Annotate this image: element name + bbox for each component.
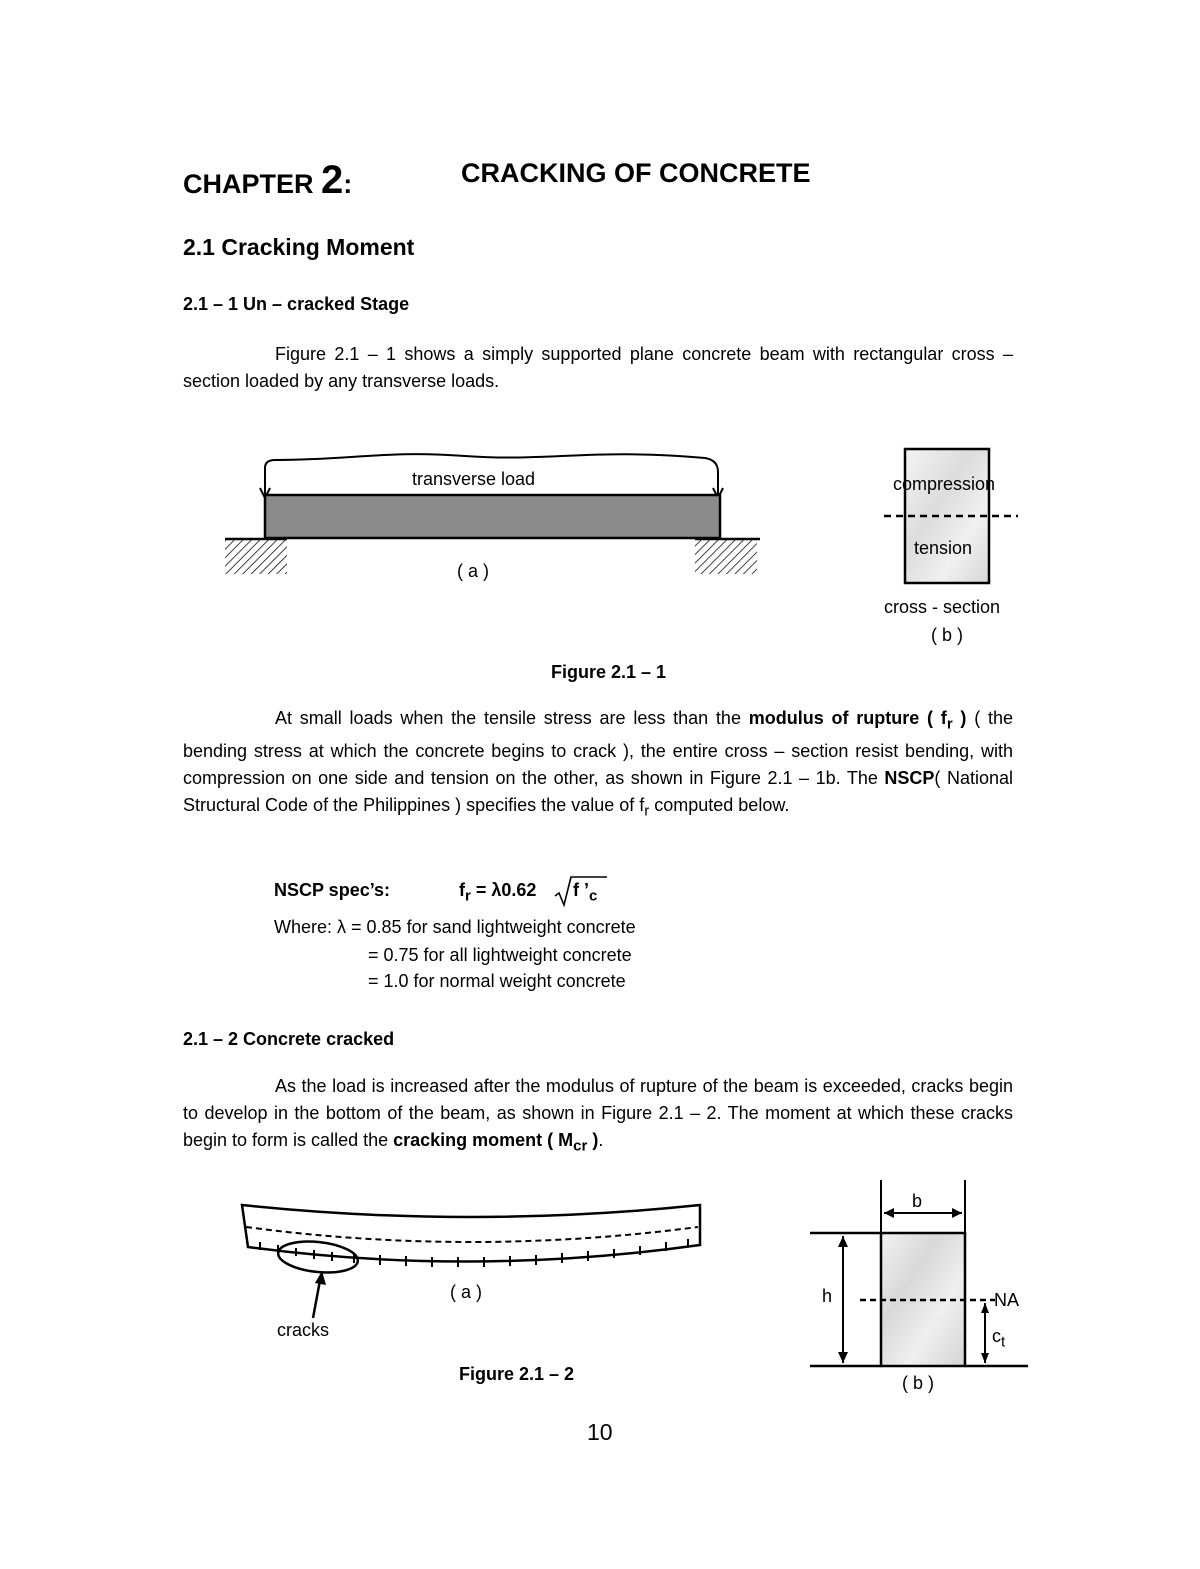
subsection-title-cracked: 2.1 – 2 Concrete cracked — [183, 1029, 395, 1049]
ct-arrow-bottom — [981, 1353, 989, 1363]
fr-lhs-sub: r — [465, 887, 471, 905]
radicand-text: f ’ — [573, 880, 589, 900]
cracked-text-1: As the load is increased after the modulus of rupture of the beam is exceeded, cracks begin to develop in the bottom of the beam, as shown in Figure 2.1 – 2. The moment at which these cracks begin to form is called the — [183, 1076, 1013, 1150]
figure-1b-cross-section — [880, 445, 1025, 590]
modulus-term-text: modulus of rupture ( f — [748, 708, 947, 728]
tension-label: tension — [914, 538, 973, 558]
chapter-colon: : — [343, 169, 353, 199]
section-title: 2.1 Cracking Moment — [183, 234, 415, 260]
modulus-text-2: ( the bending stress at which the concrete begins to crack ), the entire cross – section resist bending, with compression on one side and tension on the other, as shown in Figure 2.1 – 1b. The — [183, 708, 1014, 788]
nscp-spec-label: NSCP spec’s: — [274, 880, 391, 900]
page-number: 10 — [587, 1419, 613, 1445]
radicand — [573, 880, 597, 905]
figure-1a-beam-diagram — [215, 440, 775, 600]
ct-sub: t — [1001, 1333, 1006, 1351]
ct-dimension-label — [992, 1326, 1005, 1351]
intro-text: Figure 2.1 – 1 shows a simply supported plane concrete beam with rectangular cross – section loaded by any transverse loads. — [183, 344, 1013, 391]
cracking-moment-end: ) — [587, 1130, 599, 1150]
support-left-hatch — [225, 540, 287, 574]
modulus-term-end: ) — [952, 708, 967, 728]
figure-2-caption: Figure 2.1 – 2 — [459, 1364, 575, 1384]
compression-label: compression — [893, 474, 996, 494]
cracked-text-2: . — [598, 1130, 604, 1150]
subsection-title-uncracked: 2.1 – 1 Un – cracked Stage — [183, 294, 410, 314]
lambda-line-2: = 0.75 for all lightweight concrete — [368, 945, 632, 965]
figure-1-part-b-label: ( b ) — [931, 625, 964, 645]
modulus-text-4: computed below. — [649, 794, 790, 815]
radicand-sub: c — [589, 887, 598, 905]
cracking-moment-term — [393, 1130, 599, 1155]
beam-outline — [242, 1205, 700, 1262]
figure-2a-cracked-beam — [230, 1195, 710, 1325]
lambda-line-3: = 1.0 for normal weight concrete — [368, 971, 626, 991]
h-arrow-bottom — [838, 1352, 848, 1363]
cracks-label: cracks — [277, 1320, 330, 1340]
ct-arrow-top — [981, 1303, 989, 1313]
b-arrow-right — [952, 1208, 962, 1218]
chapter-heading — [183, 158, 352, 203]
modulus-paragraph — [183, 705, 1013, 824]
chapter-number: 2 — [321, 158, 344, 202]
modulus-term-sub: r — [946, 715, 953, 733]
cracked-paragraph — [183, 1073, 1013, 1160]
cracking-moment-text: cracking moment ( M — [393, 1130, 574, 1150]
h-arrow-top — [838, 1236, 848, 1247]
cross-section-label: cross - section — [884, 597, 1001, 617]
figure-2-part-b-label: ( b ) — [902, 1373, 935, 1393]
fr-equation — [459, 880, 536, 905]
fr-rhs: = λ0.62 — [470, 880, 537, 900]
concrete-beam — [265, 495, 720, 538]
lambda-where-line: Where: λ = 0.85 for sand lightweight concrete — [274, 917, 636, 937]
fr-lhs: f — [459, 880, 465, 900]
chapter-label: CHAPTER — [183, 169, 314, 199]
support-right-hatch — [695, 540, 757, 574]
nscp-term: NSCP — [884, 767, 935, 788]
modulus-text-1: At small loads when the tensile stress are less than the — [275, 708, 749, 728]
h-dimension-label: h — [822, 1286, 833, 1306]
b-arrow-left — [884, 1208, 894, 1218]
chapter-title: CRACKING OF CONCRETE — [461, 158, 811, 188]
intro-paragraph — [183, 341, 1013, 395]
figure-1-caption: Figure 2.1 – 1 — [551, 662, 667, 682]
b-dimension-label: b — [912, 1191, 923, 1211]
figure-2-part-a-label: ( a ) — [450, 1282, 483, 1302]
ct-letter: c — [992, 1326, 1001, 1346]
transverse-load-label: transverse load — [412, 469, 536, 489]
modulus-term — [748, 708, 967, 733]
modulus-text-3-sub: r — [644, 802, 650, 820]
cracking-moment-sub: cr — [573, 1137, 588, 1155]
figure-1-part-a-label: ( a ) — [457, 561, 490, 581]
modulus-text-3: ( National Structural Code of the Philippines ) specifies the value of f — [183, 767, 1013, 815]
neutral-axis-label: NA — [994, 1290, 1020, 1310]
